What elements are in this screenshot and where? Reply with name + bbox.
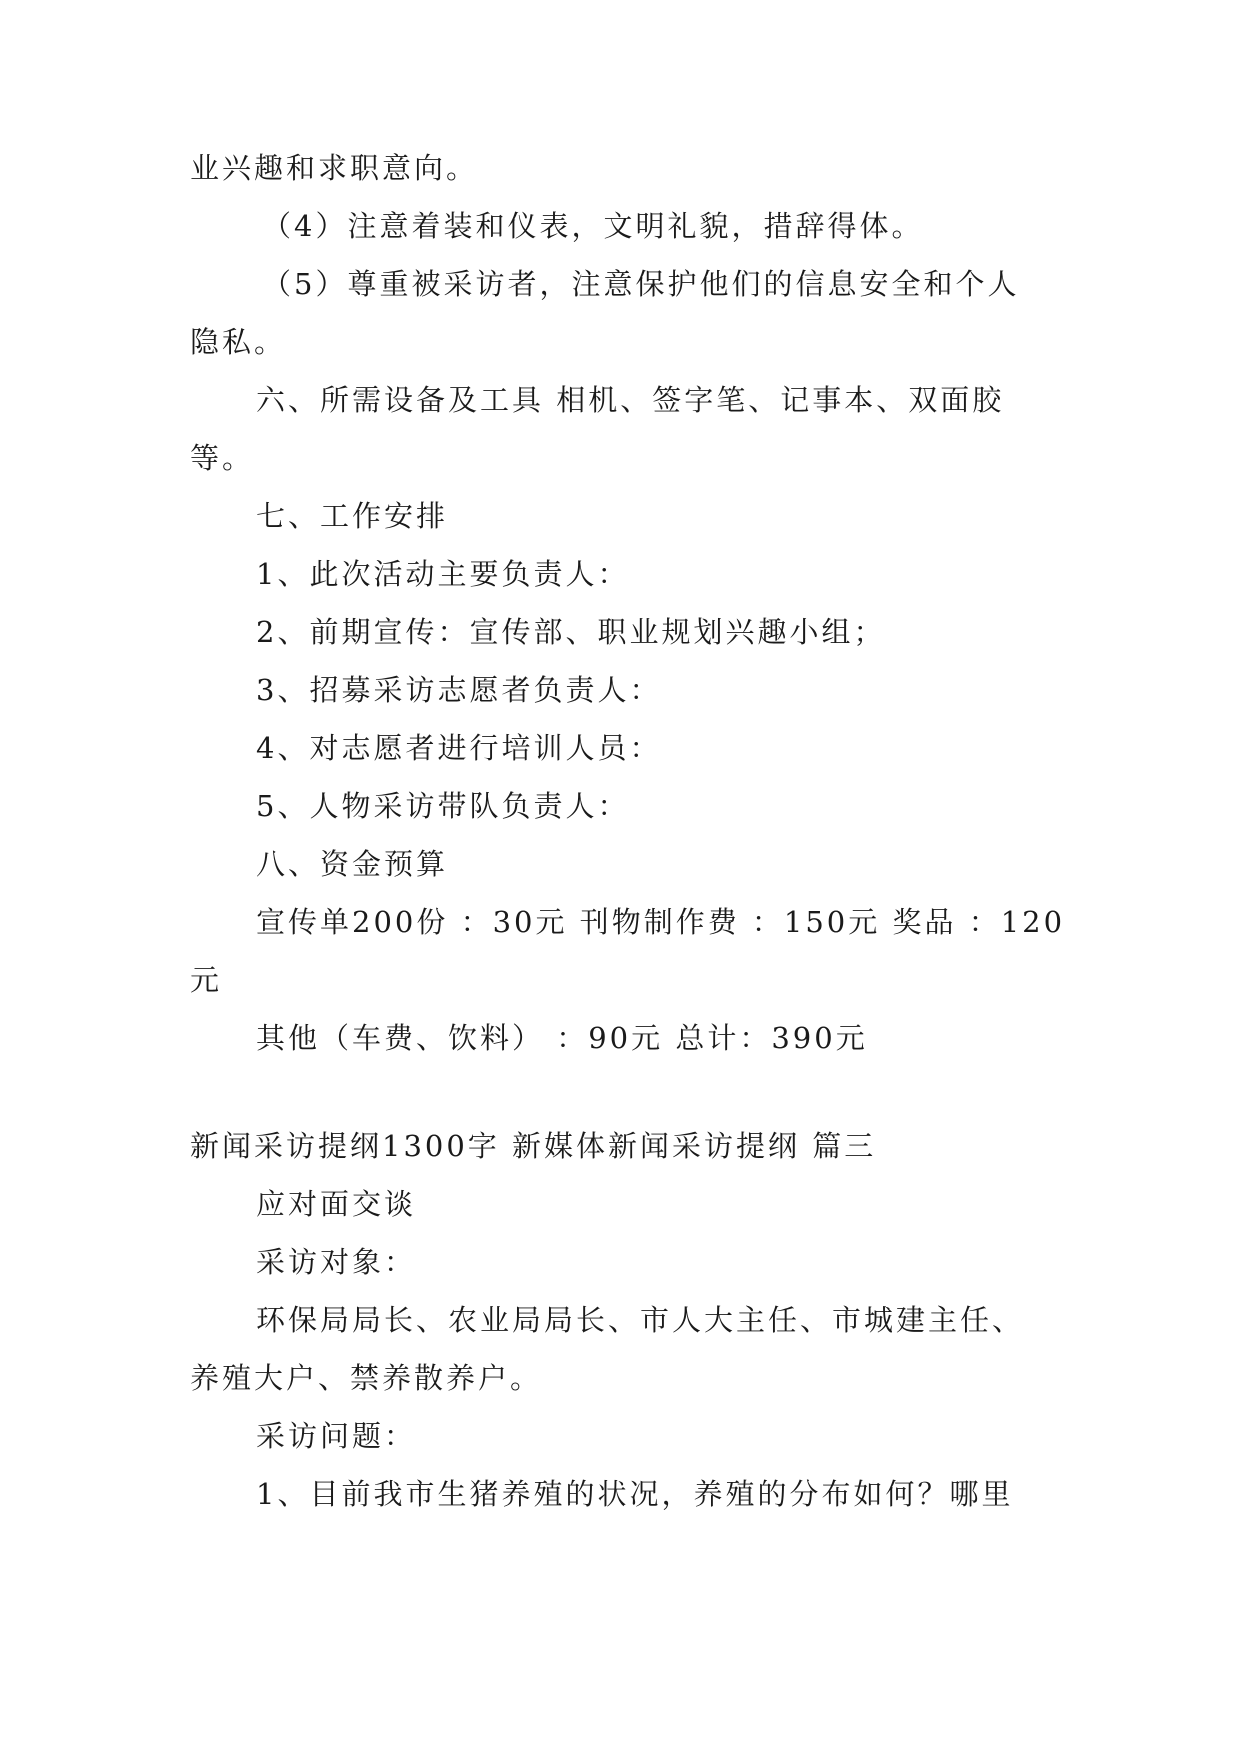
article-title: 新闻采访提纲1300字 新媒体新闻采访提纲 篇三 xyxy=(190,1129,877,1163)
text-line: 采访问题： xyxy=(256,1419,417,1453)
text-line: 3、招募采访志愿者负责人： xyxy=(256,673,662,707)
section-heading: 七、工作安排 xyxy=(256,499,449,533)
text-line: 其他（车费、饮料） ：90元 总计：390元 xyxy=(256,1021,868,1055)
text-line: 等。 xyxy=(190,441,255,475)
text-line: 六、所需设备及工具 相机、签字笔、记事本、双面胶 xyxy=(256,383,1005,417)
text-line: 2、前期宣传：宣传部、职业规划兴趣小组； xyxy=(256,615,886,649)
text-line: （5）尊重被采访者，注意保护他们的信息安全和个人 xyxy=(262,267,1020,301)
text-line: 环保局局长、农业局局长、市人大主任、市城建主任、 xyxy=(256,1303,1025,1337)
text-line: （4）注意着装和仪表，文明礼貌，措辞得体。 xyxy=(262,209,924,243)
section-heading: 八、资金预算 xyxy=(256,847,449,881)
text-line: 元 xyxy=(190,963,223,997)
text-line: 1、此次活动主要负责人： xyxy=(256,557,630,591)
text-line: 1、目前我市生猪养殖的状况，养殖的分布如何？哪里 xyxy=(256,1477,1014,1511)
text-line: 5、人物采访带队负责人： xyxy=(256,789,630,823)
text-line: 宣传单200份 ：30元 刊物制作费 ：150元 奖品 ：120 xyxy=(256,905,1066,939)
text-line: 应对面交谈 xyxy=(256,1187,417,1221)
text-line: 隐私。 xyxy=(190,325,287,359)
text-line: 业兴趣和求职意向。 xyxy=(190,151,479,185)
text-line: 采访对象： xyxy=(256,1245,417,1279)
text-line: 养殖大户、禁养散养户。 xyxy=(190,1361,543,1395)
text-line: 4、对志愿者进行培训人员： xyxy=(256,731,662,765)
